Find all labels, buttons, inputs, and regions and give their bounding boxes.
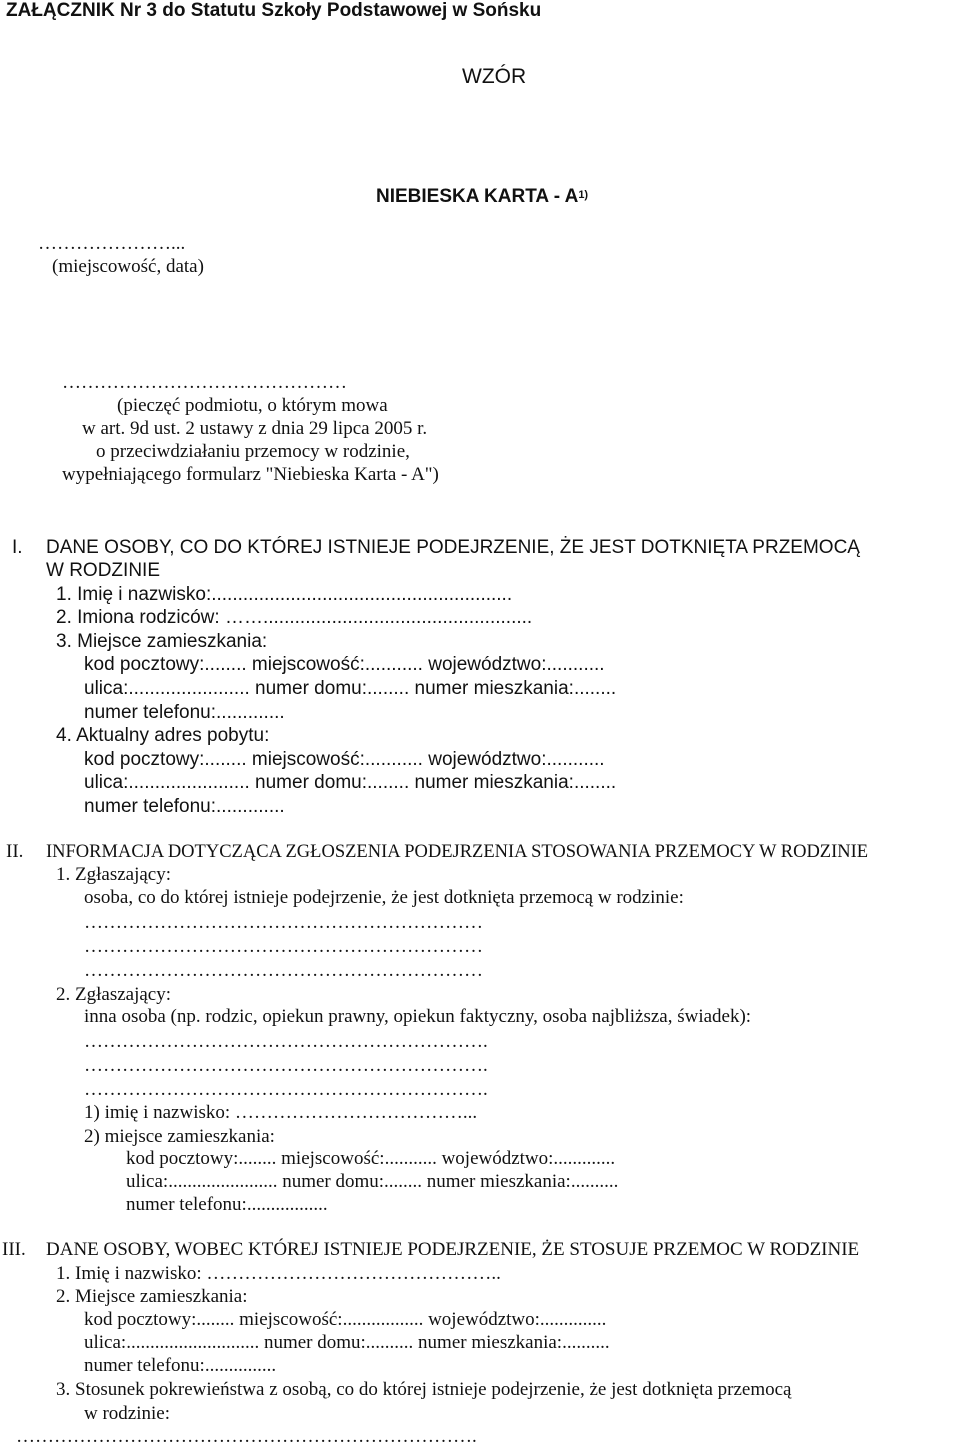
section2-reporter2-dots2: ………………………………………………………. [84, 1055, 488, 1076]
section2-sub-residence: 2) miejsce zamieszkania: [84, 1126, 275, 1147]
section3-kinship-line1: 3. Stosunek pokrewieństwa z osobą, co do której istnieje podejrzenie, że jest dotknięta przemocą [56, 1379, 792, 1400]
section2-sub-postal: kod pocztowy:........ miejscowość:........... województwo:............. [126, 1148, 616, 1169]
section2-reporter1-label: 1. Zgłaszający: [56, 864, 172, 885]
stamp-line-2: w art. 9d ust. 2 ustawy z dnia 29 lipca 2005 r. [82, 418, 428, 439]
stamp-dots: ……………………………………… [62, 372, 347, 393]
section2-reporter1-dots1: ……………………………………………………… [84, 912, 483, 933]
section1-residence-postal: kod pocztowy:........ miejscowość:........... województwo:........... [84, 654, 605, 675]
section2-reporter1-dots3: ……………………………………………………… [84, 960, 483, 981]
section1-field-residence: 3. Miejsce zamieszkania: [56, 631, 268, 652]
section3-title: DANE OSOBY, WOBEC KTÓREJ ISTNIEJE PODEJRZENIE, ŻE STOSUJE PRZEMOC W RODZINIE [46, 1239, 860, 1260]
place-date-label: (miejscowość, data) [52, 256, 204, 277]
section1-current-phone: numer telefonu:............. [84, 796, 285, 817]
section1-field-parents: 2. Imiona rodziców: ……................................................... [56, 607, 533, 628]
section1-current-street: ulica:....................... numer domu:........ numer mieszkania:........ [84, 772, 617, 793]
section3-kinship-dots: ………………………………………………………………. [16, 1426, 477, 1447]
section2-title: INFORMACJA DOTYCZĄCA ZGŁOSZENIA PODEJRZENIA STOSOWANIA PRZEMOCY W RODZINIE [46, 842, 869, 862]
card-title [376, 186, 588, 208]
section2-reporter1-dots2: ……………………………………………………… [84, 936, 483, 957]
section1-field-name: 1. Imię i nazwisko:......................................................... [56, 584, 513, 605]
section3-field-residence: 2. Miejsce zamieszkania: [56, 1286, 248, 1307]
section3-residence-street: ulica:............................ numer domu:.......... numer mieszkania:.......... [84, 1332, 610, 1353]
section3-residence-phone: numer telefonu:............... [84, 1355, 277, 1376]
section2-sub-name: 1) imię i nazwisko: ………………………………... [84, 1102, 478, 1123]
section1-residence-phone: numer telefonu:............. [84, 702, 285, 723]
section3-number: III. [2, 1239, 26, 1260]
place-date-dots: …………………... [38, 233, 186, 254]
section2-sub-street: ulica:....................... numer domu:........ numer mieszkania:.......... [126, 1171, 619, 1192]
section1-title-line2: W RODZINIE [46, 560, 160, 581]
attachment-title: ZAŁĄCZNIK Nr 3 do Statutu Szkoły Podstawowej w Sońsku [6, 0, 542, 21]
section3-kinship-line2: w rodzinie: [84, 1403, 171, 1424]
card-title-text: NIEBIESKA KARTA - A [376, 186, 579, 207]
section1-field-current-address: 4. Aktualny adres pobytu: [56, 725, 270, 746]
section3-residence-postal: kod pocztowy:........ miejscowość:................. województwo:.............. [84, 1309, 607, 1330]
section2-reporter2-dots1: ………………………………………………………. [84, 1031, 488, 1052]
section2-reporter2-desc: inna osoba (np. rodzic, opiekun prawny, opiekun faktyczny, osoba najbliższa, świadek): [84, 1006, 752, 1027]
section1-current-postal: kod pocztowy:........ miejscowość:........... województwo:........... [84, 749, 605, 770]
section1-title-line1: DANE OSOBY, CO DO KTÓREJ ISTNIEJE PODEJRZENIE, ŻE JEST DOTKNIĘTA PRZEMOCĄ [46, 537, 860, 558]
card-title-footnote: 1) [578, 189, 589, 201]
section2-reporter1-desc: osoba, co do której istnieje podejrzenie, że jest dotknięta przemocą w rodzinie: [84, 887, 684, 908]
section1-number: I. [12, 537, 23, 558]
stamp-line-1: (pieczęć podmiotu, o którym mowa [117, 395, 388, 416]
stamp-line-4: wypełniającego formularz "Niebieska Karta - A") [62, 464, 439, 485]
section2-reporter2-dots3: ………………………………………………………. [84, 1079, 488, 1100]
stamp-line-3: o przeciwdziałaniu przemocy w rodzinie, [96, 441, 410, 462]
section2-sub-phone: numer telefonu:................. [126, 1194, 328, 1215]
section3-field-name: 1. Imię i nazwisko: ……………………………………….. [56, 1263, 501, 1284]
section1-residence-street: ulica:....................... numer domu:........ numer mieszkania:........ [84, 678, 617, 699]
section2-reporter2-label: 2. Zgłaszający: [56, 984, 172, 1005]
section2-number: II. [6, 841, 24, 862]
wzor-label: WZÓR [462, 65, 527, 88]
